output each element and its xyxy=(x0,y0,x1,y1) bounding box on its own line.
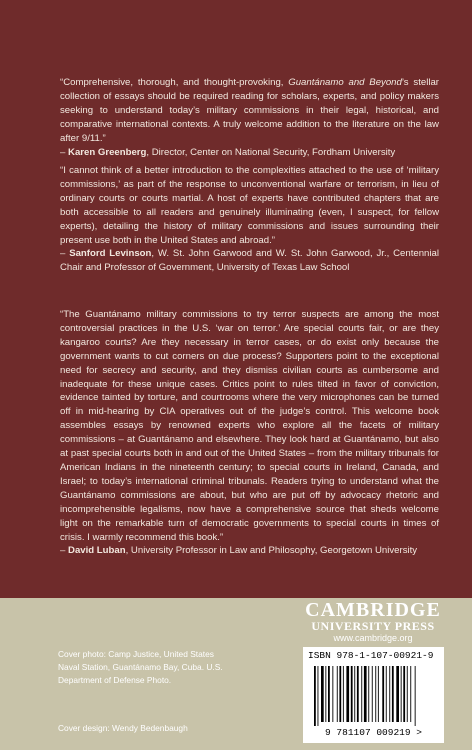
quote-attribution: – Sanford Levinson, W. St. John Garwood and W. St. John Garwood, Jr., Centennial Chair and Professor of Government, University of Texas Law School xyxy=(60,248,439,274)
cover-design-credit: Cover design: Wendy Bedenbaugh xyxy=(58,723,188,733)
publisher-website: www.cambridge.org xyxy=(333,633,413,643)
endorsement-quote-2 xyxy=(60,164,439,275)
quote-text: “The Guantánamo military commissions to try terror suspects are among the most controversial practices in the U.S. ‘war on terror.’ Are special courts fair, or are they kangaroo courts? Are they necessary in terror cases, or do exist only because the government wants to cut corners on due process? Supporters point to the exceptional need for secrecy and security, and they dismiss civilian courts as cumbersome and inadequate for these unique cases. Critics point to rules tilted in favor of conviction, evidence tainted by torture, and courtrooms where the very microphones can be turned off in mid-hearing by CIA operatives out of the judge’s control. This welcome book assembles essays by renowned experts who explore all the facets of military commissions – at Guantánamo and elsewhere. They look hard at Guantánamo, but also at past special courts both in and out of the United States – from the military tribunals for American Indians in the nineteenth century; to special courts in Ireland, Canada, and Israel; to today’s international criminal tribunals. Readers trying to understand what the Guantánamo commissions are about, but who are put off by advocacy rhetoric and incomprehensible legalisms, now have a comprehensive source that sheds welcome light on the remarkable turn of democratic governments to special courts in times of crisis. I warmly recommend this book.” xyxy=(60,309,439,543)
quote-author-title: , Director, Center on National Security, Fordham University xyxy=(146,146,396,158)
barcode-number: 9 781107 009219 > xyxy=(325,727,422,738)
quote-text: “I cannot think of a better introduction to the complexities attached to the use of ‘military commissions,’ as part of the response to unconventional warfare or terrorism, in lieu of ordinary courts or courts martial. A host of experts have contributed chapters that are both accessible to all readers and genuinely illuminating (even, I suspect, for fellow experts), detailing the history of military commissions and issues surrounding their present use both in the United States and abroad.” xyxy=(60,165,439,246)
barcode-bars-icon xyxy=(314,666,433,726)
quote-text: “Comprehensive, thorough, and thought-provoking, Guantánamo and Beyond’s stellar collection of essays should be required reading for scholars, experts, and policy makers seeking to understand today’s military commissions in their legal, historical, and comparative international contexts. A truly welcome addition to the literature on the law after 9/11.” xyxy=(60,77,439,144)
quote-author-title: , W. St. John Garwood and W. St. John Garwood, Jr., Centennial Chair and Professor of Government, University of Texas Law School xyxy=(60,248,439,274)
quote-author: David Luban xyxy=(68,545,126,557)
isbn-barcode xyxy=(303,647,444,743)
quote-attribution: – Karen Greenberg, Director, Center on National Security, Fordham University xyxy=(60,146,396,158)
publisher-subname: UNIVERSITY PRESS xyxy=(311,619,435,633)
quote-author: Karen Greenberg xyxy=(68,146,147,158)
quote-author-title: , University Professor in Law and Philosophy, Georgetown University xyxy=(125,545,418,557)
publisher-logo xyxy=(303,600,443,644)
quote-author: Sanford Levinson xyxy=(69,248,152,260)
cover-photo-credit: Cover photo: Camp Justice, United States Naval Station, Guantánamo Bay, Cuba. U.S. Department of Defense Photo. xyxy=(58,649,223,685)
isbn-label: ISBN 978-1-107-00921-9 xyxy=(308,650,434,661)
quote-attribution: – David Luban, University Professor in Law and Philosophy, Georgetown University xyxy=(60,545,418,557)
endorsement-quote-3 xyxy=(60,308,439,558)
endorsement-quote-1 xyxy=(60,76,439,159)
publisher-name: CAMBRIDGE xyxy=(305,599,441,621)
